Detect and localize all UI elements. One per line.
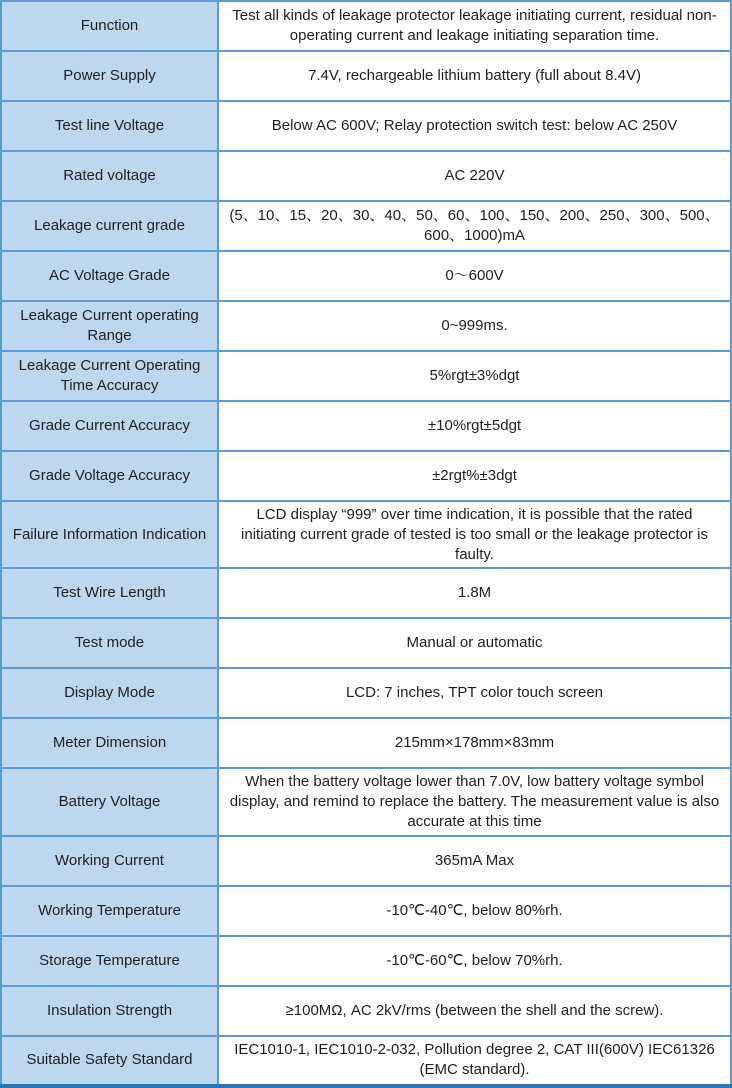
table-row [1, 668, 731, 718]
spec-label-cell: Working Current [1, 836, 218, 886]
spec-value-cell: -10℃-40℃, below 80%rh. [218, 886, 731, 936]
spec-value-cell: ±10%rgt±5dgt [218, 401, 731, 451]
table-row [1, 101, 731, 151]
spec-label-cell: Power Supply [1, 51, 218, 101]
spec-value-cell: ±2rgt%±3dgt [218, 451, 731, 501]
spec-value-cell: Below AC 600V; Relay protection switch test: below AC 250V [218, 101, 731, 151]
spec-value-cell: When the battery voltage lower than 7.0V, low battery voltage symbol display, and remind to replace the battery. The measurement value is also accurate at this time [218, 768, 731, 835]
spec-label-cell: Grade Current Accuracy [1, 401, 218, 451]
spec-value-cell: 5%rgt±3%dgt [218, 351, 731, 401]
spec-label-cell: Battery Voltage [1, 768, 218, 835]
spec-value-cell: 0~999ms. [218, 301, 731, 351]
spec-value-cell: (5、10、15、20、30、40、50、60、100、150、200、250、300、500、600、1000)mA [218, 201, 731, 251]
spec-label-cell: Leakage Current Operating Time Accuracy [1, 351, 218, 401]
table-row [1, 768, 731, 835]
spec-value-cell: 1.8M [218, 568, 731, 618]
spec-label-cell: Function [1, 1, 218, 51]
spec-label-cell: Test mode [1, 618, 218, 668]
spec-label-cell: Working Temperature [1, 886, 218, 936]
table-row [1, 51, 731, 101]
table-row [1, 201, 731, 251]
table-row [1, 301, 731, 351]
spec-label-cell: Failure Information Indication [1, 501, 218, 568]
spec-label-cell: Suitable Safety Standard [1, 1036, 218, 1086]
table-row [1, 936, 731, 986]
table-row [1, 618, 731, 668]
table-row [1, 986, 731, 1036]
spec-label-cell: Storage Temperature [1, 936, 218, 986]
table-row [1, 251, 731, 301]
table-row [1, 401, 731, 451]
spec-value-cell: ≥100MΩ, AC 2kV/rms (between the shell and the screw). [218, 986, 731, 1036]
spec-value-cell: LCD: 7 inches, TPT color touch screen [218, 668, 731, 718]
table-row [1, 836, 731, 886]
spec-label-cell: Test line Voltage [1, 101, 218, 151]
spec-value-cell: 7.4V, rechargeable lithium battery (full about 8.4V) [218, 51, 731, 101]
spec-value-cell: Manual or automatic [218, 618, 731, 668]
spec-label-cell: Display Mode [1, 668, 218, 718]
table-row [1, 568, 731, 618]
table-row [1, 1, 731, 51]
table-row [1, 886, 731, 936]
spec-label-cell: Rated voltage [1, 151, 218, 201]
spec-label-cell: Grade Voltage Accuracy [1, 451, 218, 501]
spec-value-cell: Test all kinds of leakage protector leakage initiating current, residual non-operating current and leakage initiating separation time. [218, 1, 731, 51]
spec-label-cell: Test Wire Length [1, 568, 218, 618]
table-row [1, 718, 731, 768]
table-row [1, 1036, 731, 1086]
spec-value-cell: 0～600V [218, 251, 731, 301]
table-row [1, 351, 731, 401]
spec-value-cell: -10℃-60℃, below 70%rh. [218, 936, 731, 986]
spec-value-cell: 365mA Max [218, 836, 731, 886]
table-row [1, 501, 731, 568]
spec-label-cell: Meter Dimension [1, 718, 218, 768]
table-row [1, 151, 731, 201]
spec-label-cell: Insulation Strength [1, 986, 218, 1036]
spec-label-cell: AC Voltage Grade [1, 251, 218, 301]
spec-label-cell: Leakage Current operating Range [1, 301, 218, 351]
spec-value-cell: LCD display “999” over time indication, it is possible that the rated initiating current grade of tested is too small or the leakage protector is faulty. [218, 501, 731, 568]
spec-value-cell: IEC1010-1, IEC1010-2-032, Pollution degree 2, CAT III(600V) IEC61326 (EMC standard). [218, 1036, 731, 1086]
spec-label-cell: Leakage current grade [1, 201, 218, 251]
spec-value-cell: AC 220V [218, 151, 731, 201]
spec-value-cell: 215mm×178mm×83mm [218, 718, 731, 768]
table-row [1, 451, 731, 501]
